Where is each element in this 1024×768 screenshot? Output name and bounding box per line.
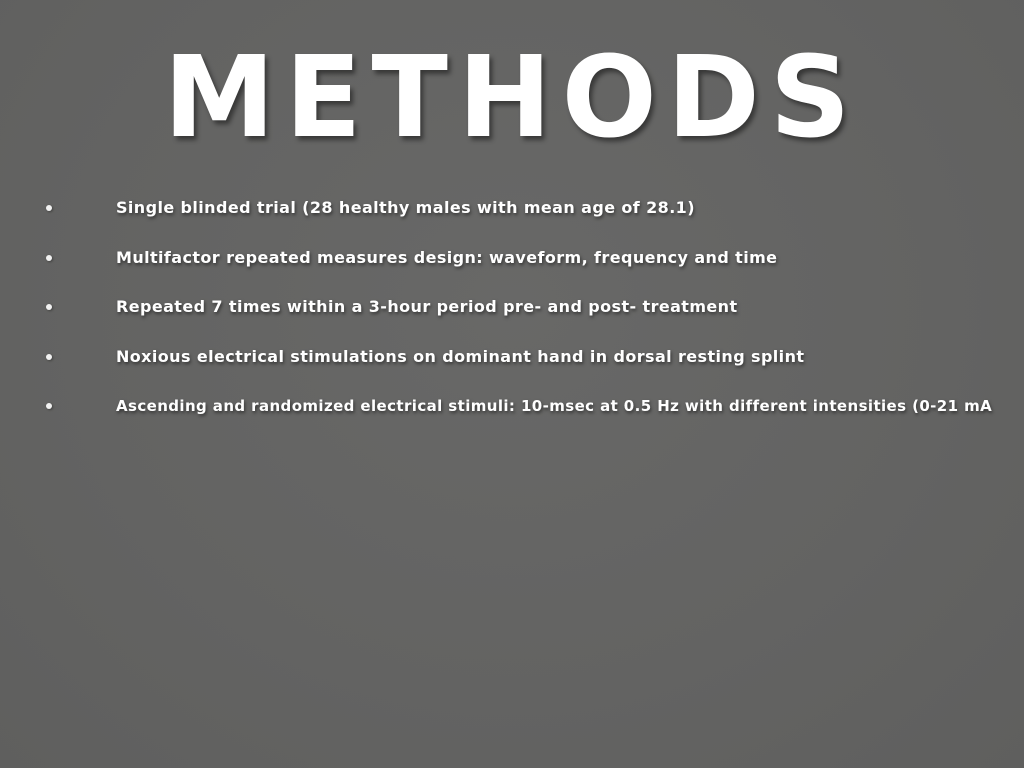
bullet-text: Noxious electrical stimulations on dominant hand in dorsal resting splint bbox=[116, 346, 805, 366]
bullet-list bbox=[0, 195, 1024, 443]
bullet-text: Single blinded trial (28 healthy males with mean age of 28.1) bbox=[116, 198, 695, 217]
bullet-text: Repeated 7 times within a 3-hour period pre- and post- treatment bbox=[116, 297, 738, 316]
bullet-icon bbox=[46, 205, 52, 211]
bullet-item bbox=[0, 344, 1024, 394]
bullet-text: Multifactor repeated measures design: waveform, frequency and time bbox=[116, 247, 778, 267]
bullet-item bbox=[0, 393, 1024, 443]
bullet-item bbox=[0, 294, 1024, 344]
bullet-icon bbox=[46, 354, 52, 360]
bullet-icon bbox=[46, 403, 52, 409]
bullet-icon bbox=[46, 255, 52, 261]
bullet-item bbox=[0, 245, 1024, 295]
bullet-item bbox=[0, 195, 1024, 245]
bullet-text: Ascending and randomized electrical stimuli: 10-msec at 0.5 Hz with different intensities (0-21 mA bbox=[116, 397, 993, 415]
bullet-icon bbox=[46, 304, 52, 310]
slide-title: METHODS bbox=[163, 33, 861, 163]
